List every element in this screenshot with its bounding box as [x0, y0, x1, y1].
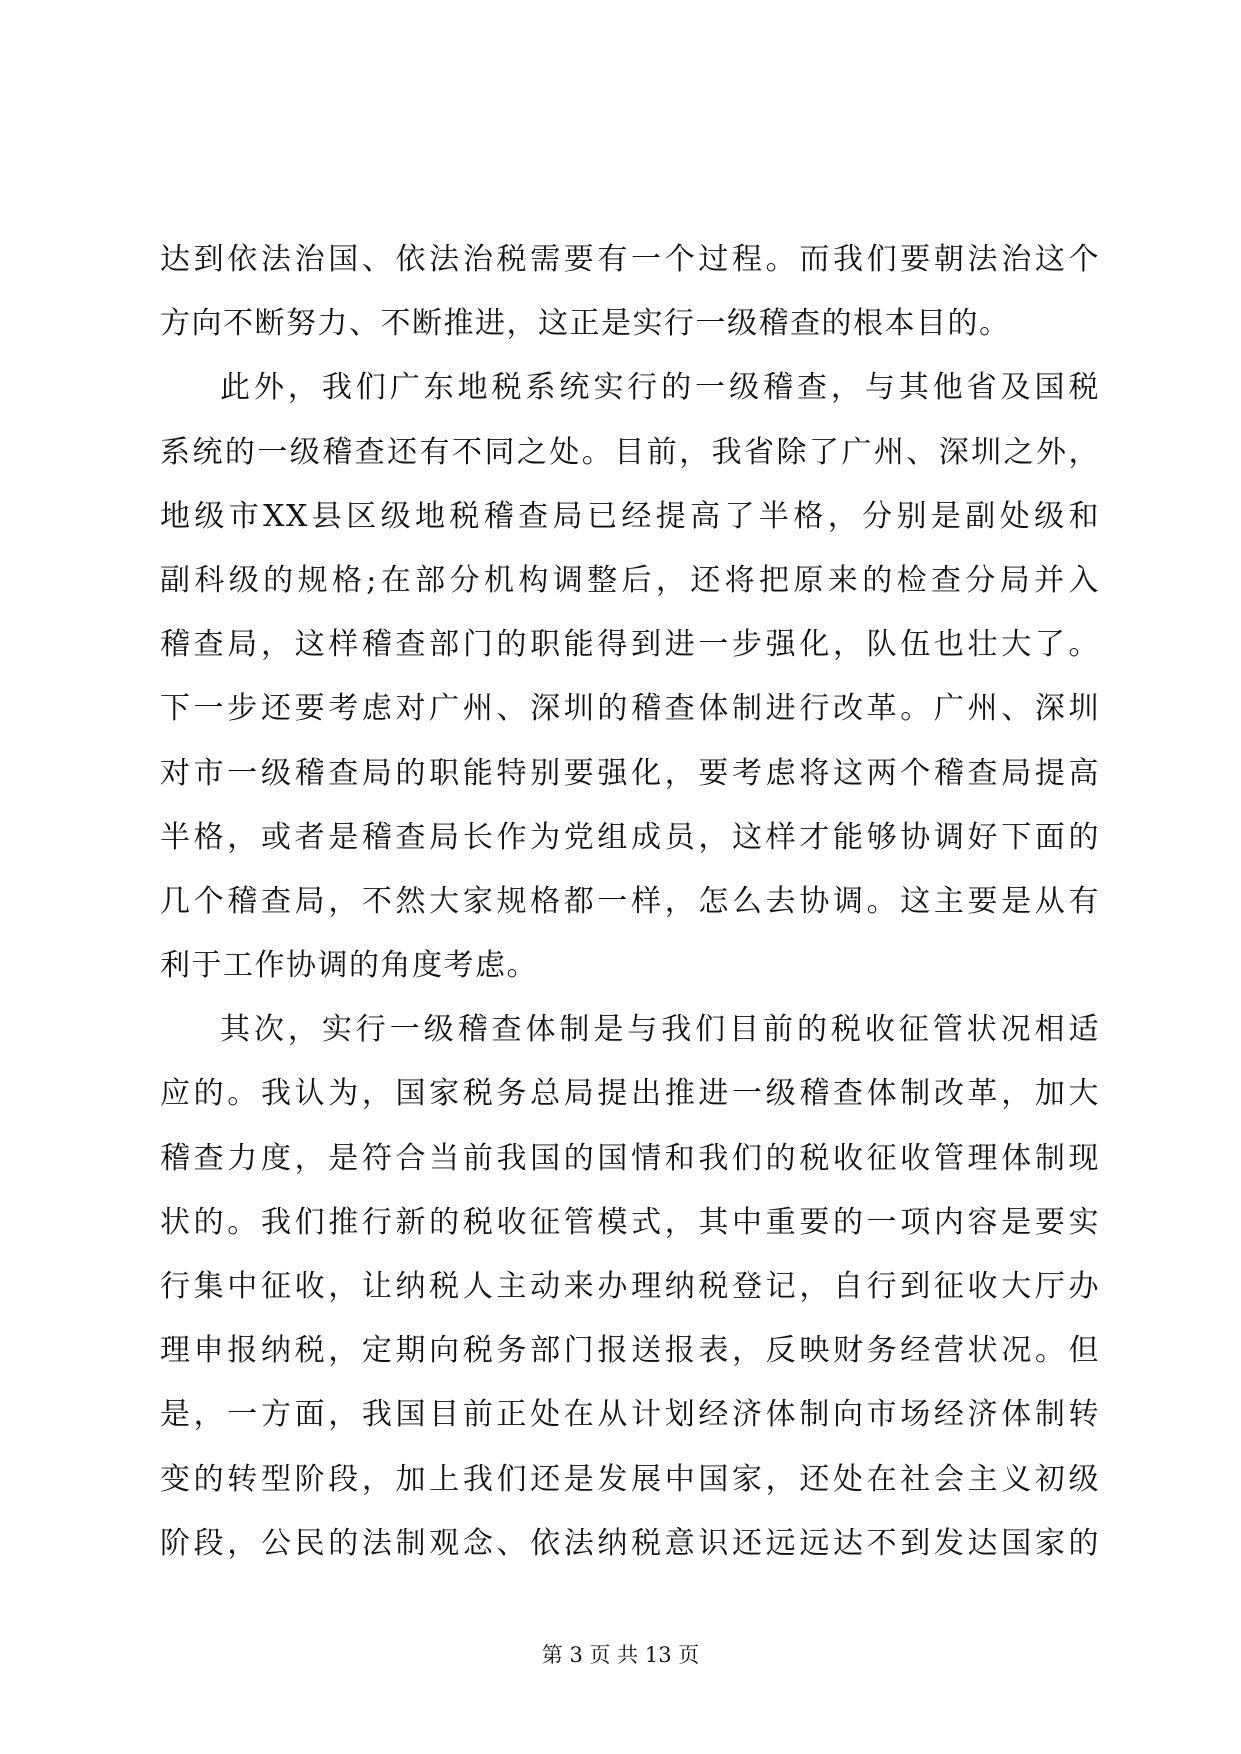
text-line: 半格，或者是稽查局长作为党组成员，这样才能够协调好下面的 [160, 819, 1100, 855]
text-line: 变的转型阶段，加上我们还是发展中国家，还处在社会主义初级 [160, 1461, 1100, 1497]
paragraph-first-line: 其次，实行一级稽查体制是与我们目前的税收征管状况相适 [220, 1012, 1100, 1048]
text-line: 状的。我们推行新的税收征管模式，其中重要的一项内容是要实 [160, 1204, 1100, 1240]
text-line: 理申报纳税，定期向税务部门报送报表，反映财务经营状况。但 [160, 1333, 1100, 1369]
text-line: 稽查力度，是符合当前我国的国情和我们的税收征收管理体制现 [160, 1140, 1100, 1176]
text-line: 行集中征收，让纳税人主动来办理纳税登记，自行到征收大厅办 [160, 1269, 1100, 1304]
text-line: 系统的一级稽查还有不同之处。目前，我省除了广州、深圳之外， [160, 434, 1100, 470]
paragraph-first-line: 此外，我们广东地税系统实行的一级稽查，与其他省及国税 [220, 370, 1100, 406]
text-line: 地级市XX县区级地税稽查局已经提高了半格，分别是副处级和 [160, 498, 1100, 534]
text-line: 是，一方面，我国目前正处在从计划经济体制向市场经济体制转 [160, 1397, 1100, 1433]
text-line: 对市一级稽查局的职能特别要强化，要考虑将这两个稽查局提高 [160, 755, 1100, 791]
text-line: 稽查局，这样稽查部门的职能得到进一步强化，队伍也壮大了。 [160, 627, 1100, 663]
page-number-label: 第 3 页 共 13 页 [541, 1643, 700, 1667]
page-footer [0, 1640, 1241, 1670]
text-line: 达到依法治国、依法治税需要有一个过程。而我们要朝法治这个 [160, 242, 1100, 277]
text-line: 方向不断努力、不断推进，这正是实行一级稽查的根本目的。 [160, 306, 1011, 342]
text-line: 副科级的规格;在部分机构调整后，还将把原来的检查分局并入 [160, 562, 1100, 598]
body-text [160, 228, 1100, 1576]
text-line: 利于工作协调的角度考虑。 [160, 948, 538, 984]
text-line: 应的。我认为，国家税务总局提出推进一级稽查体制改革，加大 [160, 1076, 1100, 1112]
text-line: 下一步还要考虑对广州、深圳的稽查体制进行改革。广州、深圳 [160, 691, 1100, 727]
text-line: 阶段，公民的法制观念、依法纳税意识还远远达不到发达国家的 [160, 1525, 1100, 1561]
text-line: 几个稽查局，不然大家规格都一样，怎么去协调。这主要是从有 [160, 883, 1100, 919]
